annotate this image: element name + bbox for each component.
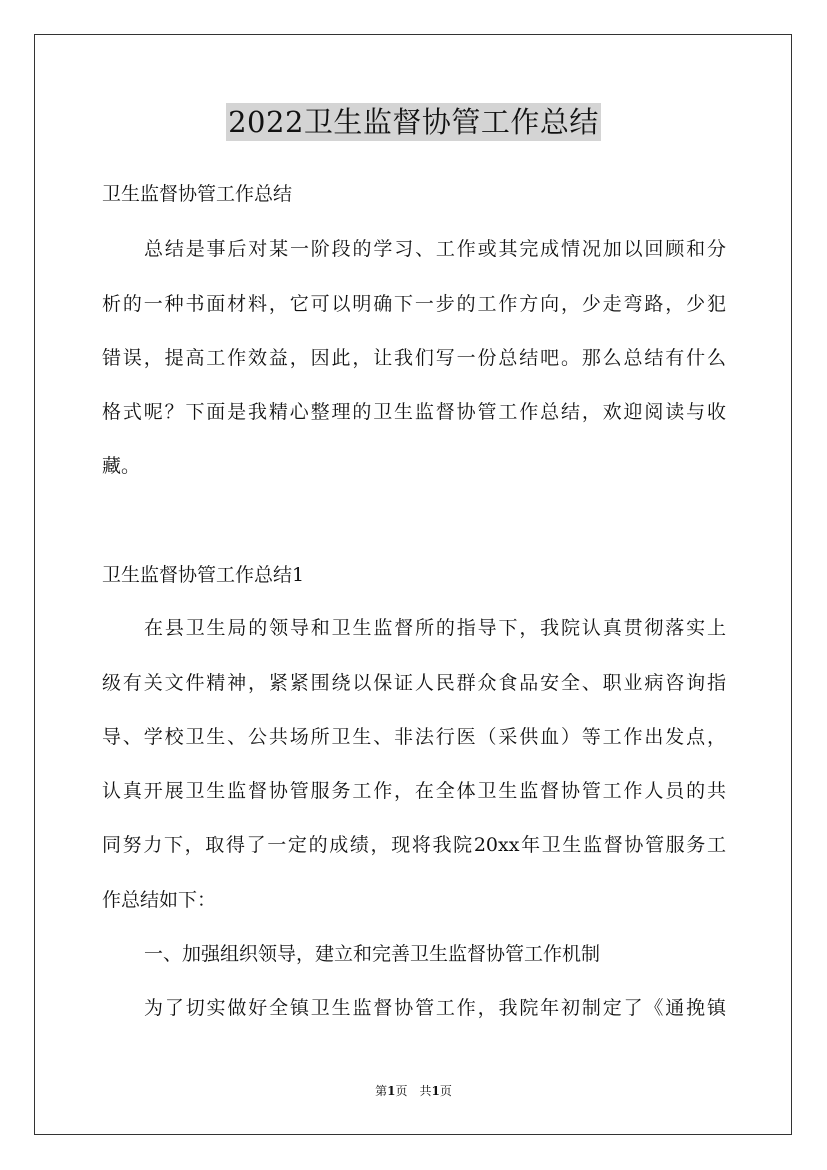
intro-line-3: 错误，提高工作效益，因此，让我们写一份总结吧。那么总结有什么 <box>102 347 726 369</box>
section-line-2: 级有关文件精神，紧紧围绕以保证人民群众食品安全、职业病咨询指 <box>102 672 726 694</box>
intro-line-1: 总结是事后对某一阶段的学习、工作或其完成情况加以回顾和分 <box>144 238 726 260</box>
intro-line-4: 格式呢？下面是我精心整理的卫生监督协管工作总结，欢迎阅读与收 <box>102 401 726 423</box>
section-line-5: 同努力下，取得了一定的成绩，现将我院20xx年卫生监督协管服务工 <box>102 834 726 856</box>
point-heading: 一、加强组织领导，建立和完善卫生监督协管工作机制 <box>144 943 601 965</box>
title-wrap <box>0 103 827 141</box>
document-subtitle: 卫生监督协管工作总结 <box>102 183 293 205</box>
footer-suffix: 页 <box>439 1084 452 1098</box>
intro-line-2: 析的一种书面材料，它可以明确下一步的工作方向，少走弯路，少犯 <box>102 293 726 315</box>
footer-middle: 页 共 <box>395 1084 432 1098</box>
footer-page-number: 1 <box>387 1084 396 1098</box>
footer-prefix: 第 <box>375 1084 388 1098</box>
document-title: 2022卫生监督协管工作总结 <box>228 105 599 139</box>
section-line-6: 作总结如下： <box>102 889 217 911</box>
page-footer <box>0 1083 827 1099</box>
point-line-1: 为了切实做好全镇卫生监督协管工作，我院年初制定了《通挽镇 <box>144 997 726 1019</box>
section-heading: 卫生监督协管工作总结1 <box>102 564 305 586</box>
intro-line-5: 藏。 <box>102 455 141 477</box>
section-line-4: 认真开展卫生监督协管服务工作，在全体卫生监督协管工作人员的共 <box>102 780 726 802</box>
section-line-3: 导、学校卫生、公共场所卫生、非法行医（采供血）等工作出发点， <box>102 726 726 748</box>
section-line-1: 在县卫生局的领导和卫生监督所的指导下，我院认真贯彻落实上 <box>144 617 726 639</box>
footer-total-pages: 1 <box>431 1084 440 1098</box>
